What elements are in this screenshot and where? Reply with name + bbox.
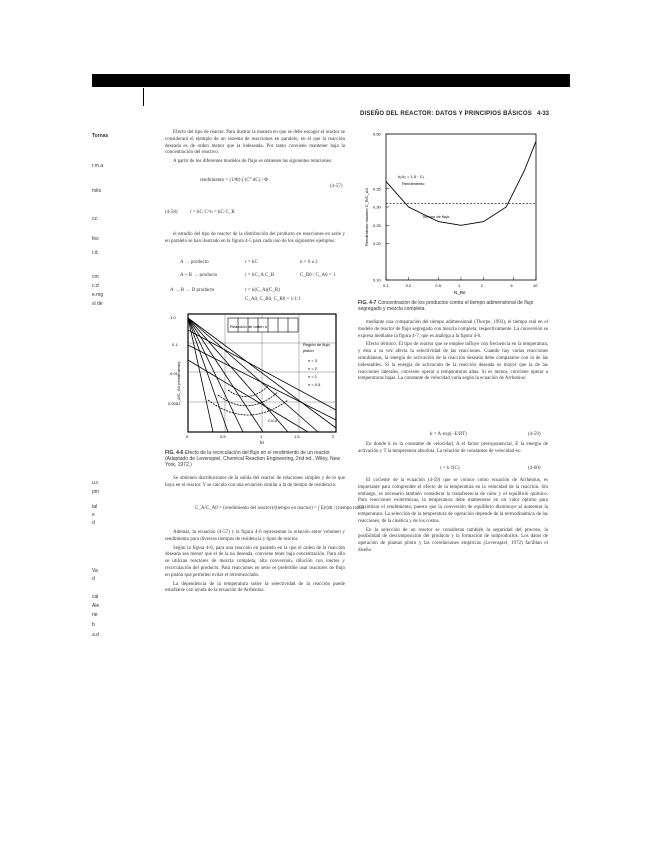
y-tick-label: 0.20: [373, 241, 381, 246]
reaction-rate: r = kC_A C_B: [245, 273, 275, 278]
margin-note: d: [92, 576, 95, 582]
x-tick: 2: [332, 434, 335, 439]
margin-note: r.m.a: [92, 163, 104, 169]
y-tick-label: 0.50: [373, 131, 381, 137]
figure-label: Reacción de orden n: [230, 324, 267, 329]
equation: rendimiento = (1/Φ)·∫ (C° dC) / Φ: [200, 178, 268, 183]
margin-note: c.d: [92, 283, 99, 289]
figure-4-7-caption: [358, 300, 553, 312]
x-tick: 0.5: [220, 434, 226, 439]
y-tick: 0.1: [172, 342, 178, 347]
y-tick-label: 0.30: [373, 204, 381, 210]
left-paragraph-3: [165, 476, 345, 492]
x-tick-label: 0.5: [435, 283, 441, 288]
caption-label: FIG. 4-6: [165, 450, 184, 456]
figure-4-6-caption: [165, 450, 345, 468]
equation: r = k·f(C): [440, 466, 460, 471]
caption-text: Efecto de la recirculación del flujo en el rendimiento de un reactor. (Adaptado de Levenspiel, Chemical Reaction Engineering, 2nd ed., Wiley, New York, 1972.): [165, 450, 341, 468]
y-tick-label: 0.25: [373, 222, 381, 228]
x-tick-label: 10: [533, 283, 538, 288]
figure-4-7: [360, 128, 555, 298]
y-tick: 0.001: [168, 401, 179, 406]
figure-label: n = 3: [308, 358, 318, 363]
header-bar: [92, 74, 570, 87]
margin-note: b: [92, 622, 95, 628]
paragraph: Según la figura 4-6, para una reacción en paralelo en la que el orden de la reacción deseada sea menor que el de la no deseada, conviene tener baja concentración. Para ello se utilizan reactores de mezcla completa, alta conversión, dilución con inertes y recirculación del producto. Para reacciones en serie es preferible usar reactores de flujo en pistón que permiten evitar el retromezclado.: [165, 545, 345, 578]
margin-note: ne: [92, 612, 98, 618]
left-body: [165, 530, 345, 597]
reaction-rate: r = kC: [245, 260, 258, 265]
left-intro: [165, 130, 345, 168]
paragraph: Efecto térmico. El tipo de reactor que se emplee influye con frecuencia en la temperatura, y ésta a su vez afecta la selectividad de las reacciones. Cuando hay varias reacciones simultáneas, la energía de activación de la reacción deseada debe compararse con la de las indeseables. Si la energía de activación de la reacción deseada es mayor que la de las reacciones laterales, conviene operar a temperaturas altas. Si es menor, conviene operar a temperaturas bajas. La constante de velocidad varía según la ecuación de Arrhenius:: [358, 342, 548, 382]
chart-annotation: k₁/k₂ = 1.5 · C₀: [398, 174, 425, 179]
margin-note: a.d: [92, 632, 99, 638]
right-body-1: [358, 320, 548, 385]
margin-note: cz.: [92, 216, 99, 222]
x-axis-label: N_Re: [454, 290, 466, 295]
x-axis-label: kτ: [260, 440, 265, 445]
paragraph: En donde k es la constante de velocidad, A el factor preexponencial, E la energía de activación y T la temperatura absoluta. La relación de constantes de velocidad es:: [358, 442, 548, 454]
paragraph: La dependencia de la temperatura sobre la selectividad de la reacción puede estudiarse con ayuda de la ecuación de Arrhenius.: [165, 581, 345, 594]
margin-note: u.c: [92, 480, 99, 486]
x-tick: 0: [186, 434, 189, 439]
header-rule: [143, 88, 144, 106]
figure-label: Región de flujo: [303, 342, 330, 347]
reaction-rate: r = k(C_A)(C_R): [245, 288, 280, 293]
paragraph: Además, la ecuación (4-57) y la figura 4-6 representan la relación entre volumen y rendimiento para diversos tiempos de residencia y tipos de reactor.: [165, 530, 345, 542]
equation: k = A·exp(−E/RT): [430, 432, 467, 437]
x-tick: 1.5: [294, 434, 300, 439]
chart-annotation: Tiempo de flujo: [422, 214, 450, 219]
margin-note: e.mg: [92, 292, 104, 298]
equation-number: (4-58): [165, 210, 178, 215]
figure-label: n = 2: [308, 366, 318, 371]
paragraph: el estudio del tipo de reactor de la distribución del producto en reacciones en serie y en paralelo se han ilustrado en la figura 4-5 para cada uno de los siguientes ejemplos:: [165, 232, 345, 244]
x-tick-label: 1: [458, 283, 461, 288]
y-tick: 0.01: [170, 371, 178, 376]
margin-note: r.d: [92, 250, 98, 256]
caption-text: Concentración de los productos contra el tiempo adimensional de flujo segregado y mezcla completa.: [358, 300, 534, 312]
paragraph: En la selección de un reactor se consideran también la seguridad del proceso, la posibilidad de descomposición del producto y la formación de subproductos. Los datos de operación de plantas piloto y las correlaciones empíricas (Levenspiel, 1972) facilitan el diseño.: [358, 527, 548, 553]
chart-annotation: Rendimiento: [402, 181, 425, 186]
reaction-order: n = 0 a 3: [300, 260, 318, 265]
margin-note: d: [92, 520, 95, 526]
x-tick: 1: [260, 434, 263, 439]
figure-4-6: [168, 310, 343, 445]
paragraph: Efecto del tipo de reactor. Para ilustrar la manera en que se debe escoger el reactor se considerará el ejemplo de un sistema de reacciones en paralelo, en el que la reacción deseada es de orden menor que la indeseada. Por tanto conviene mantener baja la concentración del reactivo.: [165, 130, 345, 156]
x-tick-label: 0.1: [383, 283, 389, 288]
paragraph: El cociente de la ecuación (4-59) que se conoce como ecuación de Arrhenius, es importante para comprender el efecto de la temperatura en la velocidad de la reacción. Sin embargo, es necesario también considerar la transferencia de calor y el equilibrio químico. Para reacciones exotérmicas, la temperatura debe mantenerse en un valor óptimo para maximizar el rendimiento, puesto que la conversión de equilibrio disminuye al aumentar la temperatura. La selección de la temperatura de operación depende de la termodinámica de las reacciones, de la cinética y de los costos.: [358, 478, 548, 524]
figure-label: n = 1: [308, 374, 318, 379]
margin-note: mks: [92, 188, 102, 194]
reaction: A → R → D producto: [170, 288, 215, 293]
equation: C_A/C_A0 = (rendimiento del reactor)/(tiempo en reactor) = ∫ E(t)dt / (tiempo total): [195, 506, 364, 511]
x-tick-label: 5: [510, 283, 513, 288]
paragraph: Se obtienen distribuciones de la salida del reactor de relaciones simples y de lo que haya en el reactor. Y se calcula con una ecuación similar a la de tiempo de residencia:: [165, 476, 345, 488]
margin-note: Tornas: [92, 133, 109, 139]
y-tick-label: 0.10: [373, 277, 381, 283]
y-axis-label: Rendimiento máximo C_R/C_A0: [364, 188, 369, 246]
margin-note: Va: [92, 568, 98, 574]
margin-note: cal: [92, 594, 99, 600]
margin-note: pm: [92, 489, 99, 495]
equation: r = kC·C^n = kC·C_R: [190, 210, 235, 215]
x-tick-label: 2: [480, 283, 483, 288]
paragraph: A partir de los diferentes modelos de flujo se obtienen las siguientes relaciones:: [173, 159, 333, 165]
margin-note: fes: [92, 236, 99, 242]
equation-number: (4-60): [528, 466, 541, 471]
y-tick: 1.0: [170, 315, 176, 320]
figure-label: n = 0.5: [308, 382, 321, 387]
page-number: 4-33: [537, 111, 550, 117]
margin-note: Ale: [92, 603, 100, 609]
right-body-3: [358, 478, 548, 557]
left-paragraph-2: [165, 232, 345, 248]
reaction: A → producto: [180, 260, 209, 265]
y-axis-label: C_A/C_A0 (rendimiento): [176, 361, 181, 405]
equation-number: (4-57): [330, 184, 343, 189]
margin-note: tal: [92, 504, 98, 510]
margin-note: sl de: [92, 301, 103, 307]
margin-note: cm: [92, 274, 99, 280]
running-head: DISEÑO DEL REACTOR: DATOS Y PRINCIPIOS BÁSICOS: [360, 111, 532, 117]
reaction: A + B → producto: [180, 273, 218, 278]
equation-number: (4-59): [528, 432, 541, 437]
paragraph: mediante una comparación del tiempo adimensional (Thorpe, 1993), el tiempo real en el modelo de reactor de flujo segregado con mezcla completa, respectivamente. La conversión se expresa mediante la figura 4-7, que es análoga a la figura 4-6.: [358, 320, 548, 339]
caption-label: FIG. 4-7: [358, 300, 377, 306]
reaction-condition: C_A0, C_B0, C_R0 = 1:1:1: [245, 297, 301, 302]
figure-label: C/Co: [268, 418, 278, 423]
margin-note: e: [92, 512, 95, 518]
x-tick-label: 0.2: [405, 283, 412, 288]
figure-label: pistón: [303, 348, 314, 353]
reaction-ratio: C_B0 / C_A0 = 1: [300, 273, 336, 278]
y-tick-label: 0.35: [373, 186, 381, 192]
right-body-2: [358, 442, 548, 458]
